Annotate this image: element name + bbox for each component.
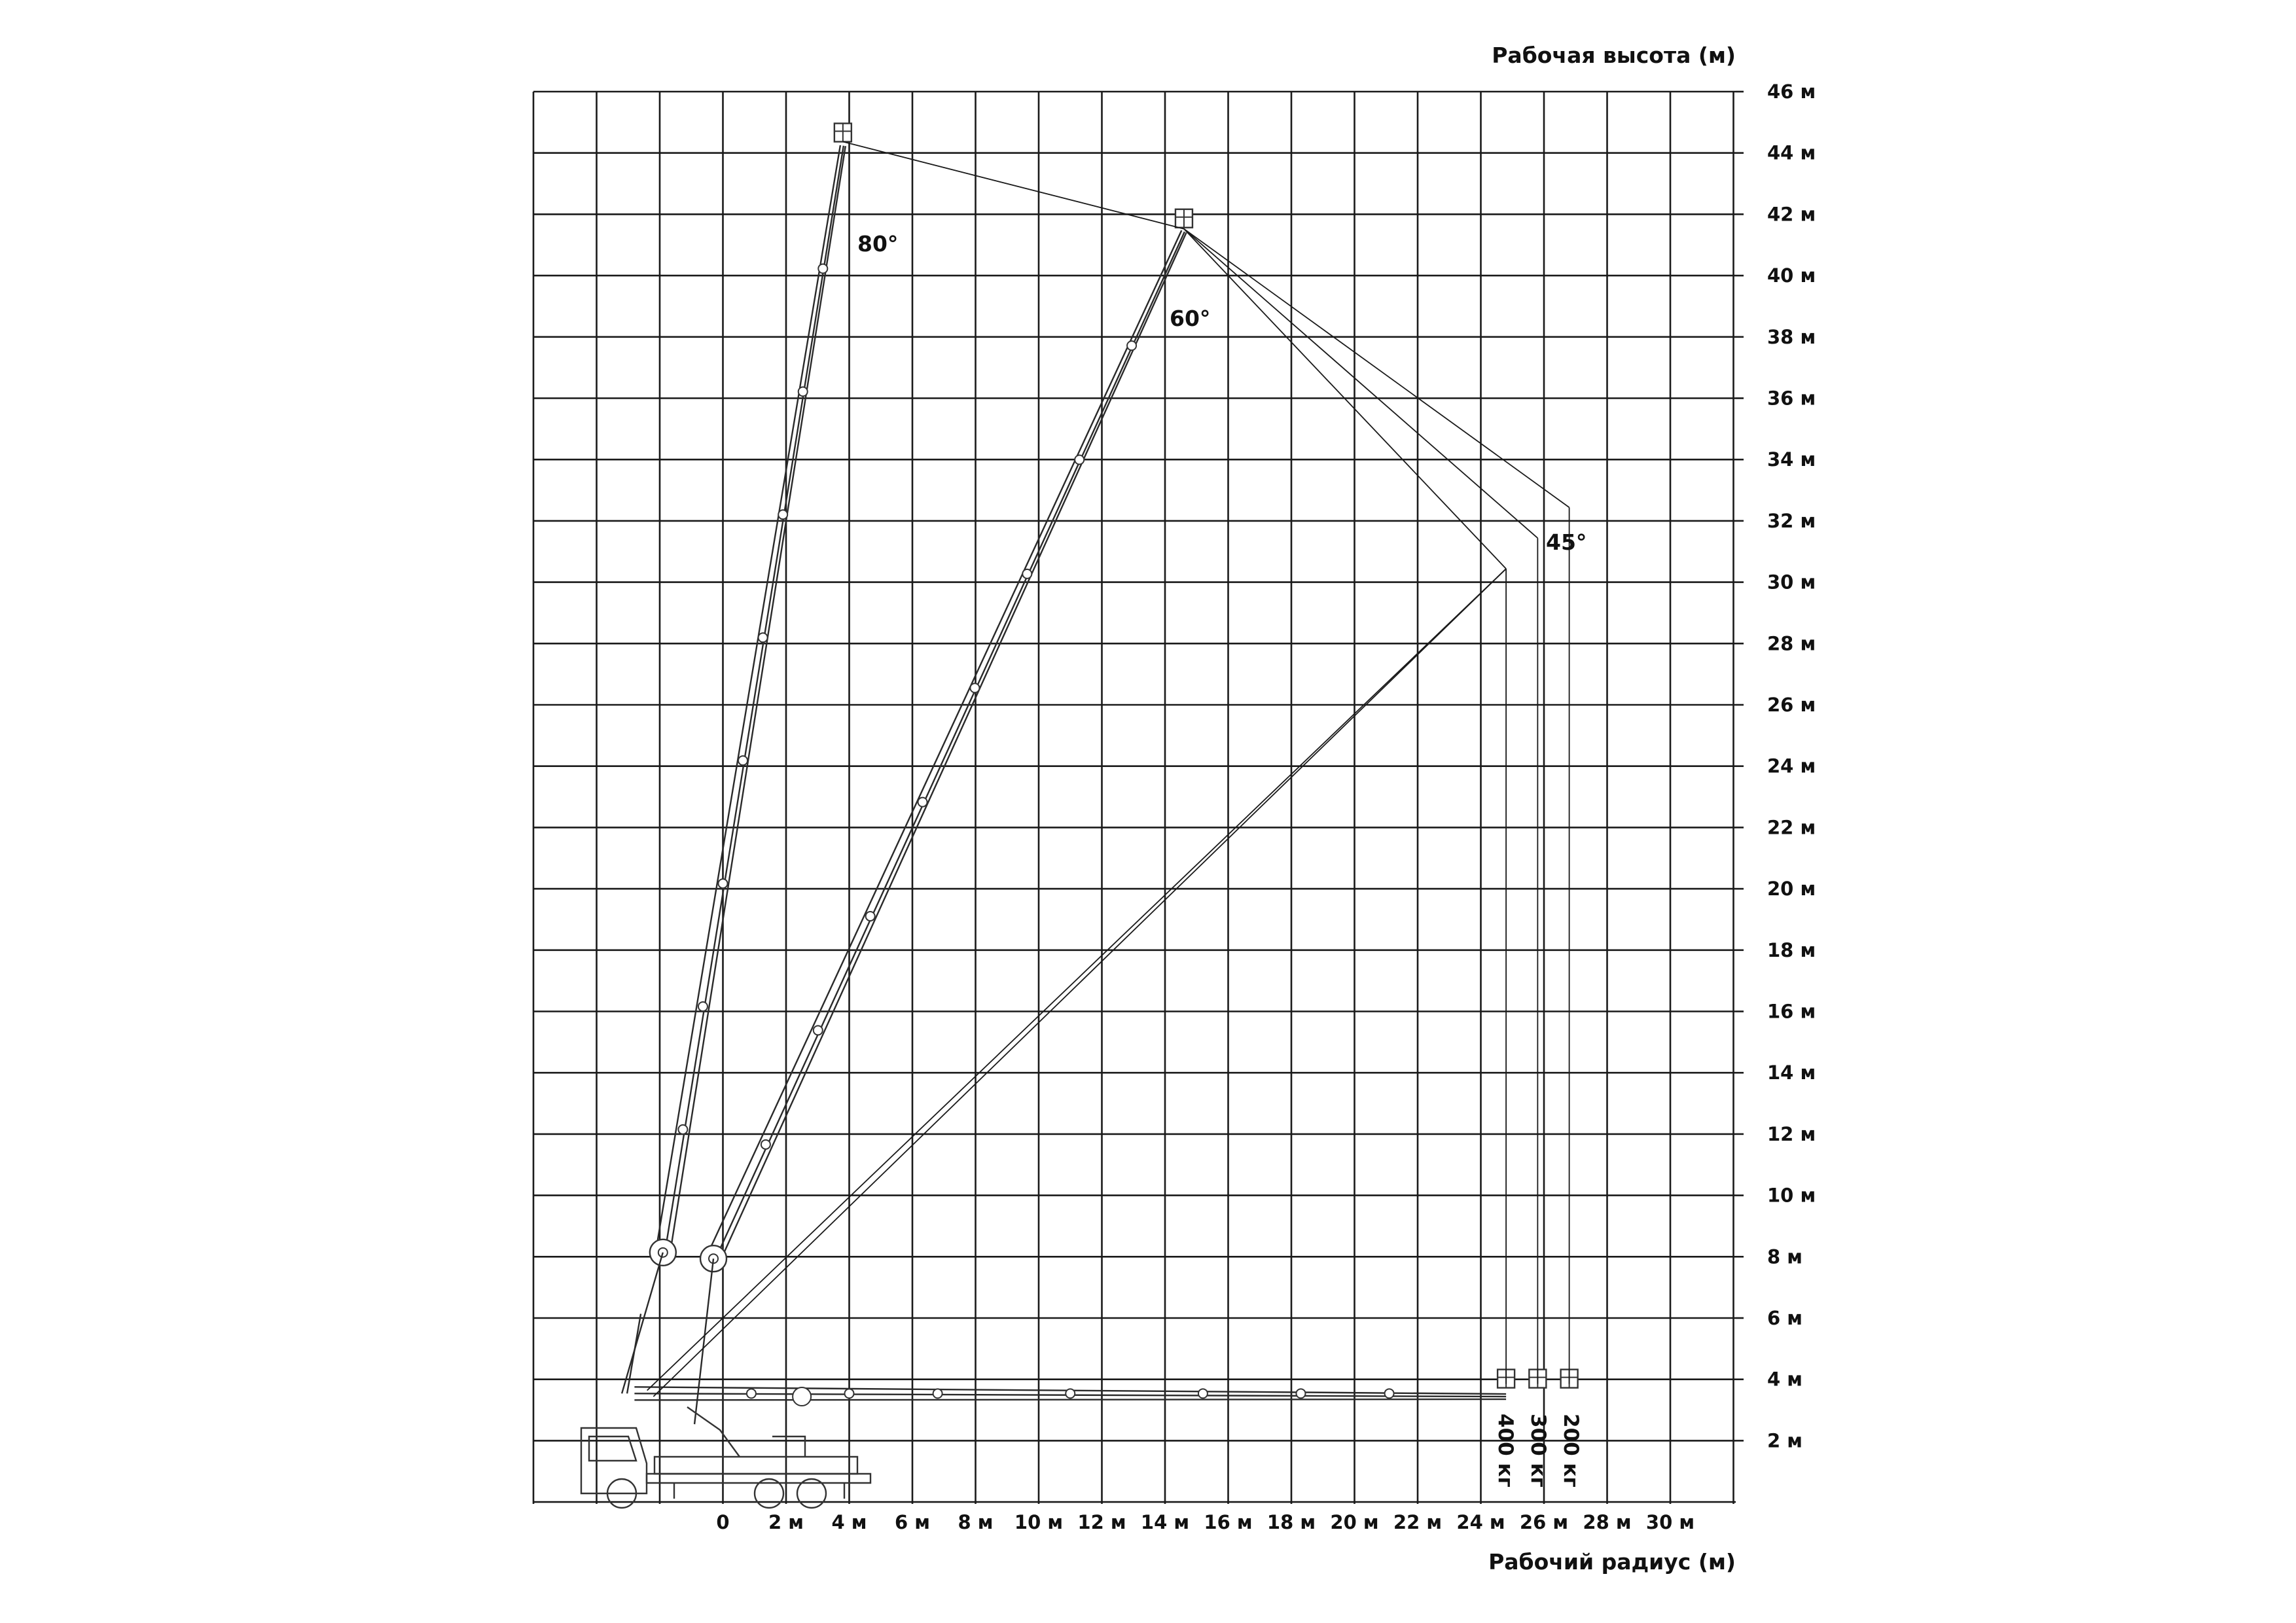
y-tick-label: 32 м [1767, 509, 1816, 532]
truck-icon [581, 1407, 870, 1508]
y-tick-label: 30 м [1767, 571, 1816, 594]
x-tick-label: 24 м [1456, 1511, 1505, 1533]
x-tick-label: 10 м [1014, 1511, 1064, 1533]
boom-joint [798, 387, 808, 396]
boom-80 [650, 124, 852, 1266]
y-tick-label: 46 м [1767, 80, 1816, 103]
y-axis-title: Рабочая высота (м) [1492, 43, 1736, 68]
lower-arm [627, 1314, 641, 1394]
lower-arm [622, 1253, 663, 1394]
boom-joint [814, 1026, 823, 1035]
y-tick-label: 34 м [1767, 448, 1816, 471]
boom-section [707, 230, 1187, 1262]
boom-positions [622, 124, 1578, 1425]
x-tick-label: 2 м [768, 1511, 804, 1533]
boom-joint [1022, 569, 1031, 579]
y-tick-label: 8 м [1767, 1245, 1803, 1268]
boom-joint [1066, 1389, 1075, 1398]
boom-joint [761, 1140, 770, 1149]
x-tick-label: 22 м [1393, 1511, 1443, 1533]
boom-joint [738, 756, 747, 765]
x-tick-label: 4 м [831, 1511, 867, 1533]
y-tick-label: 28 м [1767, 632, 1816, 655]
boom-joint [1385, 1389, 1394, 1398]
x-tick-label: 0 [716, 1511, 730, 1533]
x-tick-label: 18 м [1266, 1511, 1316, 1533]
boom-joint [678, 1125, 687, 1134]
boom-joint [1296, 1389, 1305, 1398]
y-tick-label: 22 м [1767, 816, 1816, 839]
x-tick-label: 20 м [1330, 1511, 1379, 1533]
boom-45-line [647, 569, 1506, 1391]
boom-horizontal [634, 1387, 1506, 1406]
y-tick-label: 38 м [1767, 325, 1816, 348]
y-tick-label: 20 м [1767, 878, 1816, 901]
boom-joint [778, 510, 787, 519]
x-tick-label: 8 м [958, 1511, 994, 1533]
basket-icon [834, 124, 852, 142]
load-label: 400 кг [1494, 1414, 1517, 1488]
boom-45-line [653, 569, 1506, 1397]
boom-joint [747, 1389, 756, 1398]
truck-frame [647, 1474, 870, 1483]
y-tick-label: 36 м [1767, 387, 1816, 410]
truck-mast [772, 1436, 805, 1457]
boom-joint [719, 879, 728, 888]
x-tick-label: 14 м [1140, 1511, 1190, 1533]
y-tick-label: 16 м [1767, 1000, 1816, 1023]
y-tick-label: 2 м [1767, 1429, 1803, 1452]
boom-joint [818, 264, 827, 273]
load-label: 200 кг [1559, 1414, 1583, 1488]
envelope-line [1184, 229, 1570, 508]
x-tick-label: 28 м [1583, 1511, 1632, 1533]
y-tick-label: 18 м [1767, 938, 1816, 961]
y-tick-label: 14 м [1767, 1061, 1816, 1084]
boom-joint [1075, 455, 1084, 464]
basket-icon [1175, 209, 1193, 228]
boom-joint [1198, 1389, 1208, 1398]
x-tick-label: 6 м [895, 1511, 930, 1533]
y-tick-label: 26 м [1767, 694, 1816, 716]
y-tick-label: 4 м [1767, 1368, 1803, 1391]
y-tick-label: 44 м [1767, 141, 1816, 164]
x-tick-label: 16 м [1204, 1511, 1253, 1533]
envelope-line [843, 142, 1184, 229]
boom-joint [698, 1002, 708, 1011]
y-tick-label: 12 м [1767, 1122, 1816, 1145]
x-axis-title: Рабочий радиус (м) [1488, 1549, 1736, 1575]
load-label: 300 кг [1526, 1414, 1550, 1488]
boom-joint [866, 912, 875, 921]
truck-body [655, 1457, 857, 1474]
angle-label-80: 80° [857, 231, 899, 257]
boom-joint [970, 683, 979, 692]
labels [716, 43, 1816, 1575]
y-tick-label: 10 м [1767, 1184, 1816, 1207]
boom-pivot [793, 1387, 811, 1406]
boom-section [656, 145, 846, 1254]
y-tick-label: 40 м [1767, 264, 1816, 287]
grid [533, 92, 1744, 1504]
boom-joint [759, 633, 768, 642]
angle-label-45: 45° [1546, 529, 1587, 555]
x-tick-label: 26 м [1519, 1511, 1569, 1533]
truck-outrigger [674, 1483, 844, 1499]
boom-joint [918, 798, 927, 807]
x-tick-label: 30 м [1645, 1511, 1695, 1533]
boom-joint [845, 1389, 854, 1398]
angle-label-60: 60° [1170, 306, 1211, 331]
x-tick-label: 12 м [1077, 1511, 1126, 1533]
boom-joint [1127, 341, 1136, 350]
y-tick-label: 24 м [1767, 755, 1816, 777]
boom-joint [933, 1389, 942, 1398]
y-tick-label: 42 м [1767, 203, 1816, 226]
y-tick-label: 6 м [1767, 1307, 1803, 1329]
